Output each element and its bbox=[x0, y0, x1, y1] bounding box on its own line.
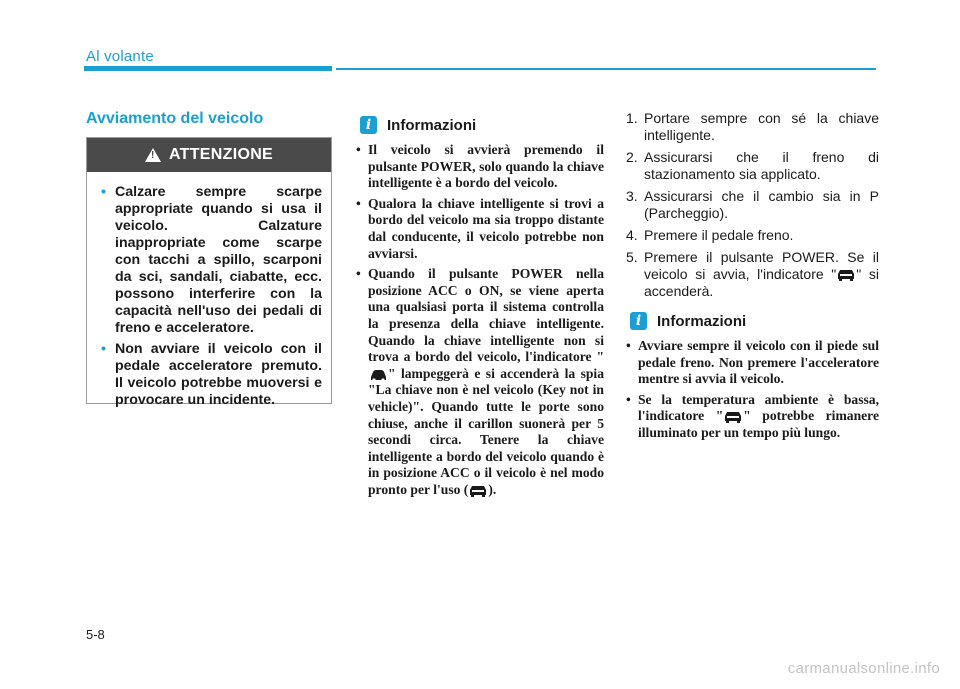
header-rule-thin bbox=[336, 68, 876, 70]
header-rule-thick bbox=[84, 66, 332, 71]
warning-icon: ! bbox=[145, 148, 161, 162]
info-title: Informazioni bbox=[387, 116, 477, 134]
info-item: • Qualora la chiave intelligente si trovi a bordo del veicolo ma sia troppo distante dal conducente, il veicolo potrebbe non avviarsi. bbox=[356, 195, 604, 261]
ready-indicator-icon bbox=[836, 268, 856, 282]
warning-title: ATTENZIONE bbox=[168, 146, 274, 163]
info-list bbox=[356, 142, 604, 498]
info-item: • Se la temperatura ambiente è bassa, l'indicatore " " potrebbe rimanere illuminato per un tempo più lungo. bbox=[626, 391, 879, 440]
page-number: 5-8 bbox=[86, 627, 105, 642]
info-item: • Quando il pulsante POWER nella posizione ACC o ON, se viene aperta una qualsiasi porta il sistema controlla la presenza della chiave intelligente. Quando la chiave intelligente non si trova a bordo del veicolo, l'indicatore "" lampeggerà e si accenderà la spia "La chiave non è nel veicolo (Key not in vehicle)". Quando tutte le porte sono chiuse, anche il carillon suonerà per 5 secondi circa. Tenere la chiave intelligente a bordo del veicolo quando è in posizione ACC o il veicolo è nel modo pronto per l'uso ( ). bbox=[356, 266, 604, 497]
step-item: 4. Premere il pedale freno. bbox=[626, 227, 794, 243]
info-icon: i bbox=[360, 116, 377, 134]
step-item: 2. Assicurarsi che il freno di stazionamento sia applicato. bbox=[626, 149, 879, 182]
warning-box bbox=[86, 137, 332, 408]
warning-item: • Non avviare il veicolo con il pedale acceleratore premuto. Il veicolo potrebbe muoversi e provocare un incidente. bbox=[101, 341, 322, 408]
car-key-indicator-icon bbox=[368, 368, 388, 382]
info-icon: i bbox=[630, 312, 647, 330]
warning-header bbox=[87, 138, 331, 172]
steps-column bbox=[626, 110, 879, 305]
info-heading bbox=[630, 312, 746, 330]
info-item: • Il veicolo si avvierà premendo il pulsante POWER, solo quando la chiave intelligente è a bordo del veicolo. bbox=[356, 142, 604, 191]
info-list bbox=[626, 338, 879, 442]
info-column bbox=[626, 338, 879, 446]
info-item: • Avviare sempre il veicolo con il piede sul pedale freno. Non premere l'acceleratore mentre si avvia il veicolo. bbox=[626, 338, 879, 387]
watermark: carmanualsonline.info bbox=[787, 660, 940, 677]
info-column bbox=[356, 142, 604, 502]
ready-indicator-icon bbox=[723, 410, 743, 424]
warning-item: • Calzare sempre scarpe appropriate quando si usa il veicolo. Calzature inappropriate come scarpe con tacchi a spillo, scarponi da sci, sandali, ciabatte, ecc. possono interferire con la capacità nell'uso dei pedali di freno e acceleratore. bbox=[101, 184, 322, 336]
step-item: 3. Assicurarsi che il cambio sia in P (Parcheggio). bbox=[626, 188, 879, 221]
section-label: Al volante bbox=[86, 48, 154, 65]
ready-indicator-icon bbox=[468, 484, 488, 498]
info-title: Informazioni bbox=[657, 312, 747, 330]
section-title: Avviamento del veicolo bbox=[86, 110, 264, 127]
step-item: 1. Portare sempre con sé la chiave intelligente. bbox=[626, 110, 879, 143]
step-item: 5. Premere il pulsante POWER. Se il veicolo si avvia, l'indicatore " " si accenderà. bbox=[626, 249, 879, 299]
warning-list bbox=[87, 172, 331, 409]
steps-list bbox=[626, 110, 879, 300]
info-heading bbox=[360, 116, 476, 134]
